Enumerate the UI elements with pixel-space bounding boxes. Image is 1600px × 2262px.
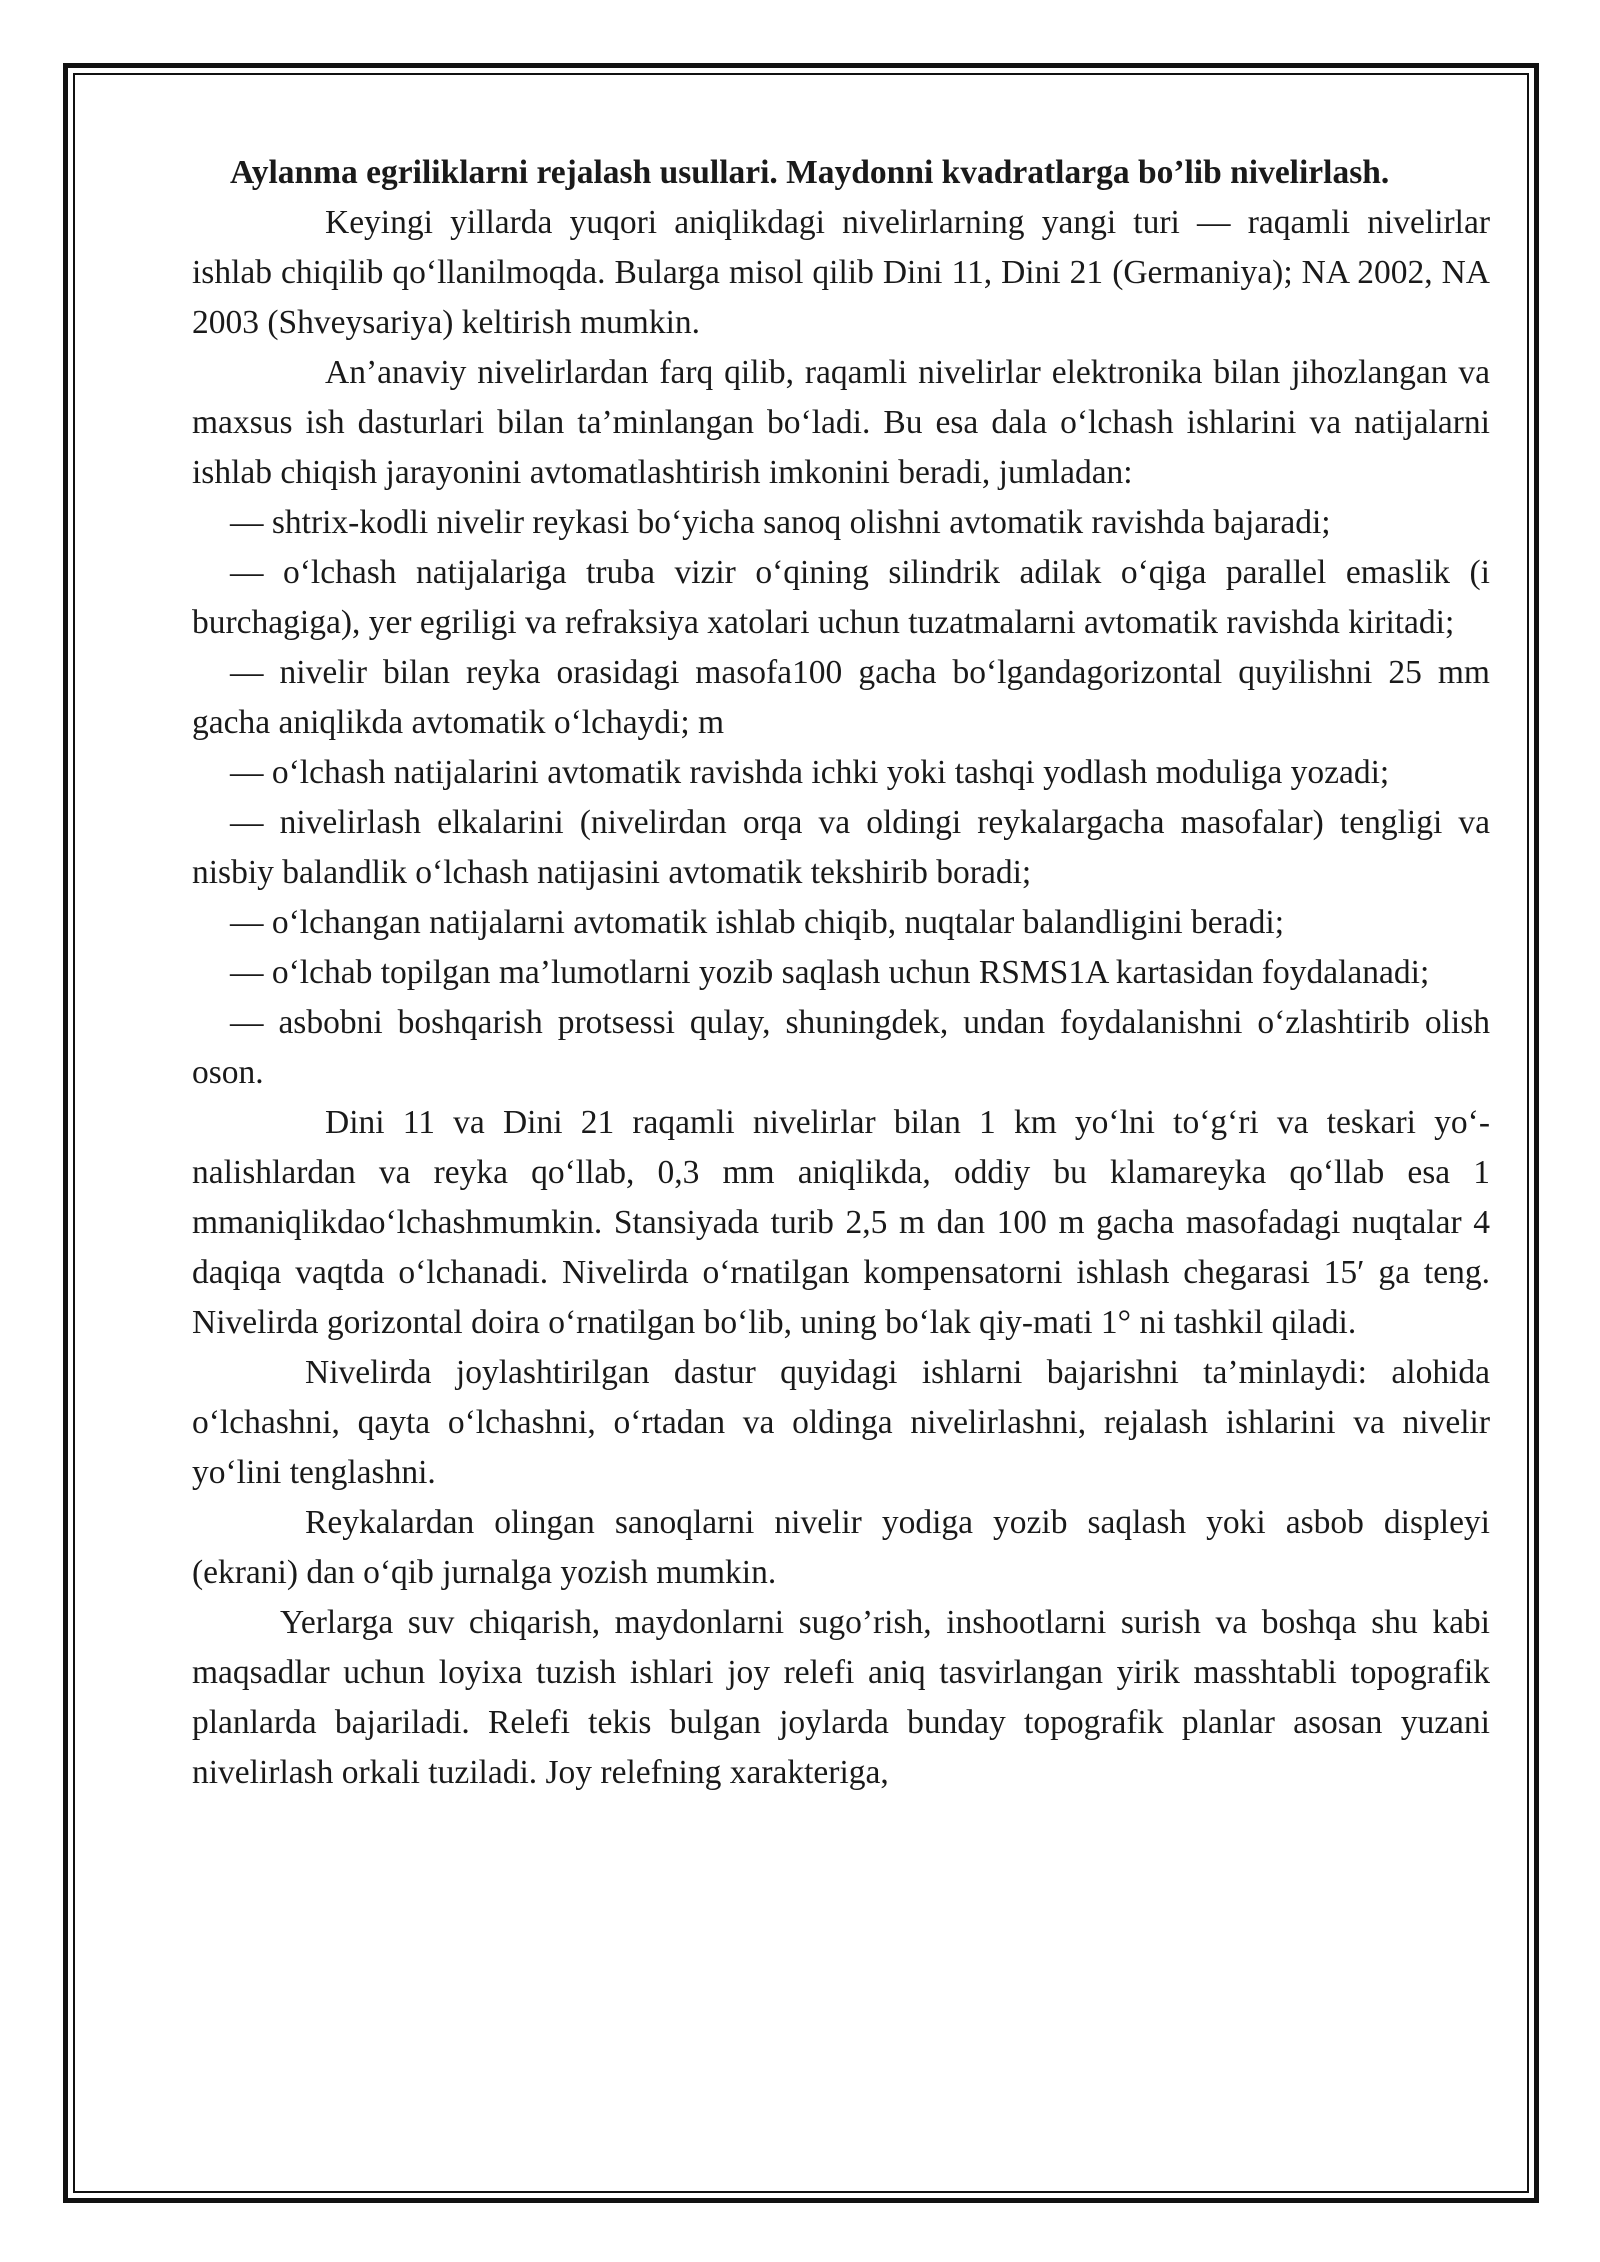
list-item: — nivelirlash elkalarini (nivelirdan orqa va oldingi reykalargacha masofalar) tengligi va nisbiy balandlik o‘lchash natijasini avtomatik tekshirib boradi; xyxy=(192,804,1490,891)
document-heading: Aylanma egriliklarni rejalash usullari. Maydonni kvadratlarga bo’lib nivelirlash. xyxy=(230,154,1390,191)
list-item: — o‘lchangan natijalarni avtomatik ishlab chiqib, nuqtalar balandligini beradi; xyxy=(230,904,1285,941)
paragraph-topographic-plans: Yerlarga suv chiqarish, maydonlarni sugo’rish, inshootlarni surish va boshqa shu kabi maqsadlar uchun loyixa tuzish ishlari joy relefi aniq tasvirlangan yirik masshtabli topografik planlarda bajariladi. Relefi tekis bulgan joylarda bunday topografik planlar asosan yuzani nivelirlash orkali tuziladi. Joy relefning xarakteriga, xyxy=(192,1604,1490,1791)
list-item: — o‘lchab topilgan ma’lumotlarni yozib saqlash uchun RSMS1A kartasidan foydalanadi; xyxy=(230,954,1430,991)
list-item: — o‘lchash natijalariga truba vizir o‘qining silindrik adilak o‘qiga parallel emaslik (i burchagiga), yer egriligi va refraksiya xatolari uchun tuzatmalarni avtomatik ravishda kiritadi; xyxy=(192,554,1490,641)
paragraph-program: Nivelirda joylashtirilgan dastur quyidagi ishlarni bajarishni ta’minlaydi: alohida o‘lchashni, qayta o‘lchashni, o‘rtadan va oldinga nivelirlashni, rejalash ishlarini va nivelir yo‘lini tenglashni. xyxy=(192,1354,1490,1491)
list-item: — nivelir bilan reyka orasidagi masofa100 gacha bo‘lgandagorizontal quyilishni 25 mm gacha aniqlikda avtomatik o‘lchaydi; m xyxy=(192,654,1490,741)
document-body xyxy=(192,148,1490,1798)
paragraph-readings: Reykalardan olingan sanoqlarni nivelir yodiga yozib saqlash yoki asbob displeyi (ekrani) dan o‘qib jurnalga yozish mumkin. xyxy=(192,1504,1490,1591)
list-item: — asbobni boshqarish protsessi qulay, shuningdek, undan foydalanishni o‘zlashtirib olish oson. xyxy=(192,1004,1490,1091)
paragraph-digital-levels: Keyingi yillarda yuqori aniqlikdagi nivelirlarning yangi turi — raqamli nivelirlar ishlab chiqilib qo‘llanilmoqda. Bularga misol qilib Dini 11, Dini 21 (Germaniya); NA 2002, NA 2003 (Shveysariya) keltirish mumkin. xyxy=(192,204,1490,341)
list-item: — o‘lchash natijalarini avtomatik ravishda ichki yoki tashqi yodlash moduliga yozadi; xyxy=(230,754,1390,791)
list-item: — shtrix-kodli nivelir reykasi bo‘yicha sanoq olishni avtomatik ravishda bajaradi; xyxy=(230,504,1331,541)
paragraph-traditional-vs-digital: An’anaviy nivelirlardan farq qilib, raqamli nivelirlar elektronika bilan jihozlangan va maxsus ish dasturlari bilan ta’minlangan bo‘ladi. Bu esa dala o‘lchash ishlarini va natijalarni ishlab chiqish jarayonini avtomatlashtirish imkonini beradi, jumladan: xyxy=(192,354,1490,491)
paragraph-dini-accuracy: Dini 11 va Dini 21 raqamli nivelirlar bilan 1 km yo‘lni to‘g‘ri va teskari yo‘-nalishlardan va reyka qo‘llab, 0,3 mm aniqlikda, oddiy bu klamareyka qo‘llab esa 1 mmaniqlikdao‘lchashmumkin. Stansiyada turib 2,5 m dan 100 m gacha masofadagi nuqtalar 4 daqiqa vaqtda o‘lchanadi. Nivelirda o‘rnatilgan kompensatorni ishlash chegarasi 15′ ga teng. Nivelirda gorizontal doira o‘rnatilgan bo‘lib, uning bo‘lak qiy-mati 1° ni tashkil qiladi. xyxy=(192,1104,1490,1341)
